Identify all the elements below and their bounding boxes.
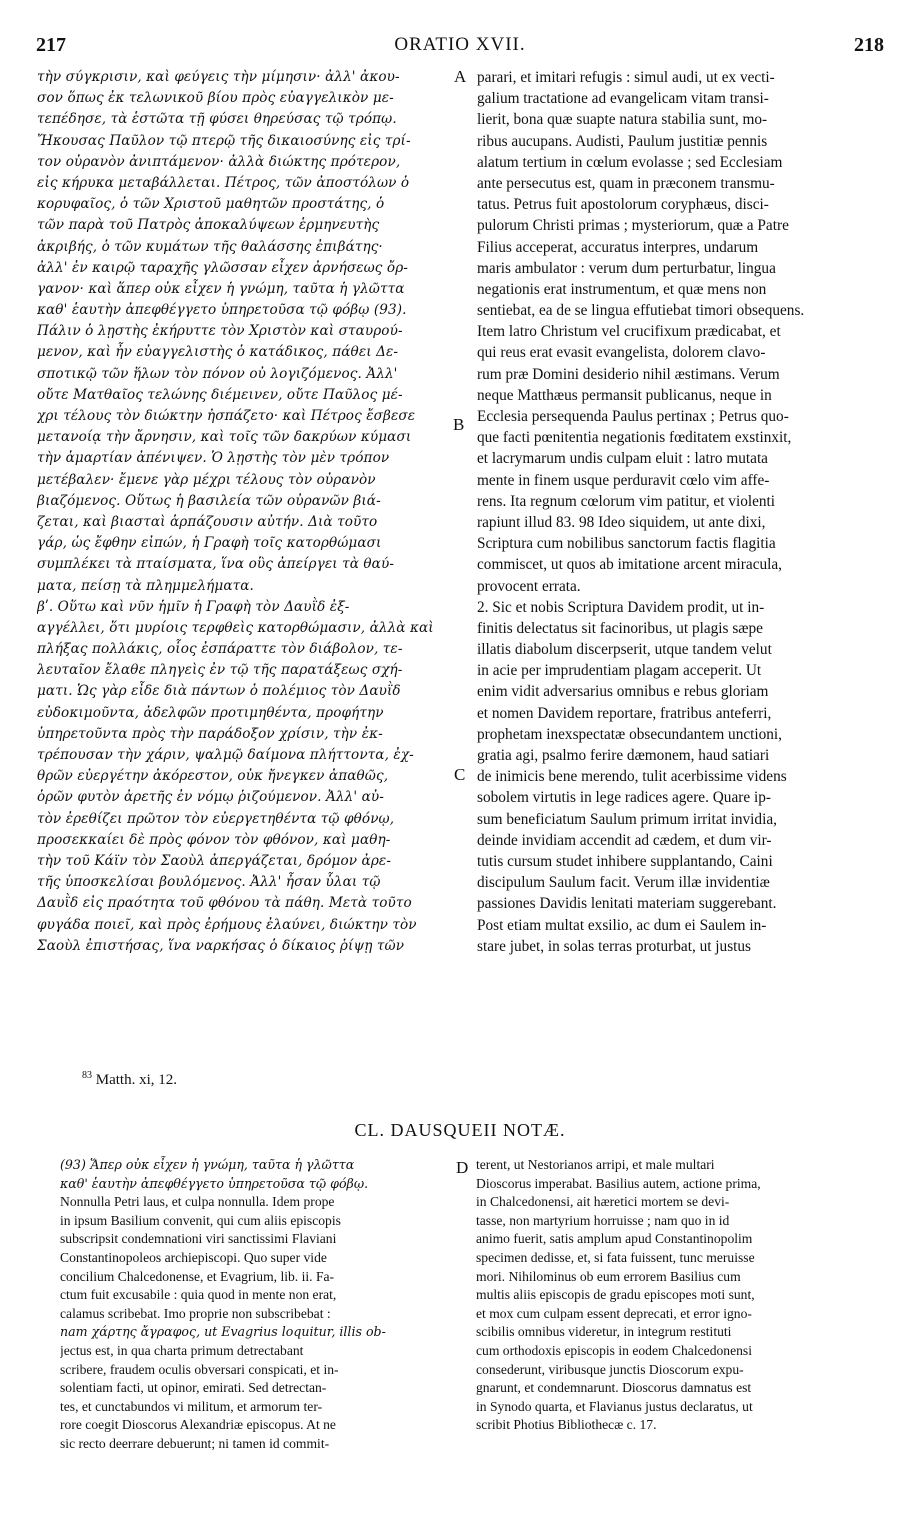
note-line: scribit Photius Bibliothecæ c. 17.	[476, 1417, 657, 1433]
note-line: consederunt, viribusque junctis Dioscorum expu-	[476, 1361, 744, 1377]
greek-text-line: εὐδοκιμοῦντα, ἀδελφῶν προτιμηθέντα, προφήτην	[37, 704, 384, 721]
greek-text-line: ὁρῶν φυτὸν ἀρετῆς ἐν νόμῳ ῥιζούμενον. Ἀλλ' αὐ-	[37, 789, 384, 806]
latin-text-line: sobolem virtutis in lege radices agere. Quare ip-	[477, 789, 771, 807]
greek-text-line: μενον, καὶ ἦν εὐαγγελιστὴς ὁ κατάδικος, πάθει Δε-	[37, 344, 399, 361]
note-line: nam χάρτης ἄγραφος, ut Evagrius loquitur, illis ob-	[60, 1324, 386, 1340]
greek-text-line: καθ' ἑαυτὴν ἀπεφθέγγετο ὑπηρετοῦσα τῷ φόβῳ (93).	[37, 302, 407, 319]
latin-text-line: provocent errata.	[477, 577, 581, 595]
greek-text-line: βʹ. Οὕτω καὶ νῦν ἡμῖν ἡ Γραφὴ τὸν Δαυῒδ ἐξ-	[37, 598, 350, 615]
greek-text-line: συμπλέκει τὰ πταίσματα, ἵνα οὓς ἀπείργει τὰ θαύ-	[37, 556, 395, 573]
margin-marker-c: C	[454, 765, 466, 784]
note-line: in Chalcedonensi, ait hæretici mortem se devi-	[476, 1194, 730, 1210]
latin-text-line: deinde invidiam accendit ad cædem, et dum vir-	[477, 831, 772, 849]
latin-text-line: rum præ Domini desiderio nihil æstimans. Verum	[477, 365, 780, 383]
greek-text-line: ζεται, καὶ βιασταὶ ἁρπάζουσιν αὐτήν. Διὰ τοῦτο	[37, 513, 378, 530]
margin-marker-d: D	[456, 1158, 469, 1177]
latin-text-line: finitis delectatus sit facinoribus, ut plagis sæpe	[477, 619, 763, 637]
latin-text-line: de inimicis bene merendo, tulit acerbissime videns	[477, 768, 787, 786]
note-line: concilium Chalcedonense, et Evagrium, lib. ii. Fa-	[60, 1268, 335, 1284]
note-line: in Synodo quarta, et Flavianus justus declaratus, ut	[476, 1398, 753, 1414]
greek-text-line: προσεκκαίει δὲ πρὸς φόνον τὸν φθόνον, καὶ μαθη-	[37, 831, 391, 848]
note-line: jectus est, in qua charta primum detrectabant	[60, 1342, 304, 1358]
note-line: multis aliis episcopis de gradu episcopes moti sunt,	[476, 1287, 755, 1303]
latin-text-line: neque Matthæus permansit publicanus, neque in	[477, 386, 772, 404]
running-title: ORATIO XVII.	[394, 34, 526, 55]
latin-text-line: Scriptura cum nobilibus sanctorum factis flagitia	[477, 535, 776, 553]
note-line: tes, et cunctabundos vi militum, et armorum ter-	[60, 1398, 323, 1414]
latin-text-line: mente in finem usque perduravit cœlo vim affe-	[477, 471, 770, 489]
greek-text-line: τὴν ἁμαρτίαν ἀπένιψεν. Ὁ λῃστὴς τὸν μὲν τρόπον	[37, 450, 390, 467]
note-line: cum orthodoxis episcopis in eodem Chalcedonensi	[476, 1342, 752, 1358]
note-line: rore coegit Dioscorus Alexandriæ episcopus. At ne	[60, 1417, 336, 1433]
left-page-number: 217	[36, 34, 66, 56]
greek-text-line: ἀλλ' ἐν καιρῷ ταραχῆς γλῶσσαν εἶχεν ἀρνήσεως ὄρ-	[37, 259, 408, 276]
note-line: specimen dedisse, et, si fata fuissent, tunc meruisse	[476, 1249, 755, 1265]
greek-text-line: βιαζόμενος. Οὕτως ἡ βασιλεία τῶν οὐρανῶν βιά-	[37, 492, 381, 509]
greek-text-line: τὸν ἐρεθίζει πρῶτον τὸν εὐεργετηθέντα τῷ φθόνῳ,	[37, 810, 395, 827]
latin-text-line: et nomen Davidem reportare, fratribus anteferri,	[477, 704, 772, 722]
latin-text-line: lierit, bona quæ suapte natura stabilia sunt, mo-	[477, 111, 768, 129]
greek-text-line: χρι τέλους τὸν διώκτην ἠσπάζετο· καὶ Πέτρος ἔσβεσε	[37, 408, 416, 424]
right-page-number: 218	[854, 34, 884, 56]
greek-text-line: γανον· καὶ ἅπερ οὐκ εἶχεν ἡ γνώμη, ταῦτα ἡ γλῶττα	[37, 280, 405, 297]
greek-text-line: ὑπηρετοῦντα πρὸς τὴν παράδοξον χρίσιν, τὴν ἐκ-	[37, 725, 383, 742]
latin-text-line: discipulum Saulum facit. Verum illæ invidentiæ	[477, 874, 770, 892]
note-line: gnarunt, et condemnarunt. Dioscorus damnatus est	[476, 1380, 752, 1396]
note-line: Dioscorus imperabat. Basilius autem, actione prima,	[476, 1175, 761, 1191]
greek-text-line: σποτικῷ τῶν ἥλων τὸν πόνον οὐ λογιζόμενος. Ἀλλ'	[37, 365, 398, 382]
greek-text-line: ματι. Ὡς γὰρ εἶδε διὰ πάντων ὁ πολέμιος τὸν Δαυῒδ	[37, 683, 401, 700]
greek-text-line: κορυφαῖος, ὁ τῶν Χριστοῦ μαθητῶν προστάτης, ὁ	[37, 196, 385, 213]
greek-text-line: ἀκριβής, ὁ τῶν κυμάτων τῆς θαλάσσης ἐπιβάτης·	[37, 238, 383, 255]
greek-text-line: τῆς ὑποσκελίσαι βουλόμενος. Ἀλλ' ἦσαν ὗλαι τῷ	[37, 874, 381, 891]
greek-text-line: τῶν παρὰ τοῦ Πατρὸς ἀποκαλύψεων ἑρμηνευτὴς	[37, 217, 380, 234]
latin-text-line: commiscet, ut quos ab imitatione arcent miracula,	[477, 556, 782, 574]
note-line: solentiam facti, ut opinor, emirati. Sed detrectan-	[60, 1380, 327, 1396]
footnote-text: Matth. xi, 12.	[95, 1072, 177, 1088]
note-line: καθ' ἑαυτὴν ἀπεφθέγγετο ὑπηρετοῦσα τῷ φόβῳ.	[60, 1175, 369, 1191]
footnote	[82, 1070, 177, 1089]
greek-text-line: γάρ, ὡς ἔφθην εἰπών, ἡ Γραφὴ τοῖς κατορθώμασι	[37, 535, 382, 552]
latin-text-line: enim vidit adversarius omnibus e rebus gloriam	[477, 683, 769, 701]
latin-text-line: passiones Davidis lenitati materiam suggerebant.	[477, 895, 777, 913]
note-line: in ipsum Basilium convenit, qui cum aliis episcopis	[60, 1212, 341, 1228]
greek-text-line: εἰς κήρυκα μεταβάλλεται. Πέτρος, τῶν ἀποστόλων ὁ	[37, 174, 410, 191]
note-line: animo fuerit, satis amplum apud Constantinopolim	[476, 1231, 753, 1247]
latin-text-line: alatum tertium in cœlum evolasse ; sed Ecclesiam	[477, 153, 783, 171]
latin-text-line: illatis diabolum discerpserit, utque tandem velut	[477, 641, 772, 659]
latin-text-line: Item latro Christum vel crucifixum prædicabat, et	[477, 323, 781, 341]
note-line: (93) Ἅπερ οὐκ εἶχεν ἡ γνώμη, ταῦτα ἡ γλῶττα	[60, 1157, 355, 1172]
greek-text-line: Σαοὺλ ἐπιστήσας, ἵνα ναρκήσας ὁ δίκαιος ῥίψῃ τῶν	[37, 937, 405, 954]
margin-marker-b: B	[453, 415, 465, 434]
latin-text-line: et lacrymarum undis culpam eluit : latro mutata	[477, 450, 768, 468]
latin-text-line: ribus aucupans. Audisti, Paulum justitiæ pennis	[477, 132, 768, 150]
greek-text-line: Πάλιν ὁ λῃστὴς ἐκήρυττε τὸν Χριστὸν καὶ σταυρού-	[37, 323, 403, 340]
note-line: Constantinopoleos archiepiscopi. Quo super vide	[60, 1249, 327, 1265]
greek-text-line: λευταῖον ἔλαθε πληγεὶς ἐν τῷ τῆς παρατάξεως σχή-	[37, 662, 403, 679]
latin-text-line: rapiunt illud 83. 98 Ideo siquidem, ut ante dixi,	[477, 513, 766, 531]
latin-text-line: Ecclesia persequenda Paulus pertinax ; Petrus quo-	[477, 408, 789, 425]
note-line: ctum fuit excusabile : quia quod in mente non erat,	[60, 1287, 337, 1303]
latin-text-line: negationis erat instrumentum, et quæ mens non	[477, 280, 767, 298]
notes-right-column	[476, 1156, 886, 1435]
page-header	[34, 34, 886, 58]
latin-text-line: Post etiam multat exsilio, ac dum ei Saulem in-	[477, 916, 767, 934]
greek-text-line: τεπέδησε, τὰ ἑστῶτα τῇ φύσει θηρεύσας τῷ τρόπῳ.	[37, 111, 397, 128]
latin-text-line: rens. Ita regnum cœlorum vim patitur, et violenti	[477, 492, 776, 510]
greek-text-line: τὴν τοῦ Κάϊν τὸν Σαοὺλ ἀπεργάζεται, δρόμον ἀρε-	[37, 852, 392, 869]
greek-text-line: ματα, πείσῃ τὰ πλημμελήματα.	[37, 577, 254, 594]
greek-text-line: μετέβαλεν· ἔμενε γὰρ μέχρι τέλους τὸν οὐρανὸν	[37, 471, 376, 488]
latin-text-line: prophetam inexspectatæ obsecundantem unctioni,	[477, 725, 783, 743]
greek-text-line: φυγάδα ποιεῖ, καὶ πρὸς ἐρήμους ἐλαύνει, διώκτην τὸν	[37, 916, 417, 933]
latin-text-line: gratia agi, psalmo ferire dæmonem, haud satiari	[477, 747, 770, 764]
notes-left-column	[60, 1156, 452, 1454]
greek-text-line: τὴν σύγκρισιν, καὶ φεύγεις τὴν μίμησιν· ἀλλ' ἀκου-	[37, 69, 400, 85]
footnote-marker: 83	[82, 1070, 92, 1081]
note-line: scribere, fraudem oculis obversari conspicati, et in-	[60, 1361, 339, 1377]
latin-text-line: stare jubet, in solas terras proturbat, ut justus	[477, 937, 752, 955]
latin-text-line: sentiebat, ea de se lingua effutiebat timori obsequens.	[477, 302, 805, 320]
greek-text-column	[37, 67, 453, 957]
greek-text-line: τρέπουσαν τὴν χάριν, ψαλμῷ δαίμονα πλήττοντα, ἐχ-	[37, 747, 414, 763]
greek-text-line: τον οὐρανὸν ἀνιπτάμενον· ἀλλὰ διώκτης πρότερον,	[37, 153, 401, 170]
greek-text-line: οὔτε Ματθαῖος τελώνης διέμεινεν, οὔτε Παῦλος μέ-	[37, 386, 403, 403]
greek-text-line: σον ὅπως ἐκ τελωνικοῦ βίου πρὸς εὐαγγελικὸν με-	[37, 90, 394, 107]
note-line: sic recto deerrare debuerunt; ni tamen id commit-	[60, 1435, 330, 1451]
latin-text-line: 2. Sic et nobis Scriptura Davidem prodit, ut in-	[477, 598, 765, 616]
latin-text-line: Filius acceperat, accuratus interpres, undarum	[477, 238, 759, 256]
note-line: subscripsit condemnationi viri sanctissimi Flaviani	[60, 1231, 337, 1247]
greek-text-line: αγγέλλει, ὅτι μυρίοις τερφθεὶς κατορθώμασιν, ἀλλὰ καὶ	[37, 619, 434, 636]
note-line: calamus scribebat. Imo proprie non subscribebat :	[60, 1305, 331, 1321]
greek-text-line: μετανοίᾳ τὴν ἄρνησιν, καὶ τοῖς τῶν δακρύων κύμασι	[37, 429, 412, 446]
greek-text-line: Ἤκουσας Παῦλον τῷ πτερῷ τῆς δικαιοσύνης εἰς τρί-	[37, 132, 411, 149]
latin-text-line: tutis cursum studet inhibere supplantando, Caini	[477, 852, 773, 870]
latin-text-line: pulorum Christi primas ; mysteriorum, quæ a Patre	[477, 217, 789, 235]
latin-text-line: galium tractatione ad evangelicam vitam transi-	[477, 90, 769, 108]
latin-text-line: que facti pœnitentia negationis fœditatem exstinxit,	[477, 429, 792, 447]
notes-heading: CL. DAUSQUEII NOTÆ.	[354, 1120, 566, 1140]
latin-text-line: tatus. Petrus fuit apostolorum coryphæus, disci-	[477, 196, 769, 214]
greek-text-line: Δαυῒδ εἰς πραότητα τοῦ φθόνου τὰ πάθη. Μετὰ τοῦτο	[37, 895, 412, 912]
note-line: terent, ut Nestorianos arripi, et male multari	[476, 1157, 715, 1172]
note-line: mori. Nihilominus ob eum errorem Basilius cum	[476, 1268, 741, 1284]
latin-text-line: ante persecutus est, quam in præconem transmu-	[477, 174, 775, 192]
latin-text-line: parari, et imitari refugis : simul audi, ut ex vecti-	[477, 69, 775, 86]
greek-text-line: πλήξας πολλάκις, οἷος ἐσπάραττε τὸν διάβολον, τε-	[37, 641, 403, 658]
greek-text-line: θρῶν εὐεργέτην ἀκόρεστον, οὐκ ἤνεγκεν ἀπαθῶς,	[37, 768, 389, 785]
note-line: scibilis omnibus videretur, in integrum restituti	[476, 1324, 732, 1340]
note-line: tasse, non martyrium horruisse ; nam quo in id	[476, 1212, 730, 1228]
latin-text-line: maris ambulator : verum dum perturbatur, lingua	[477, 259, 776, 277]
note-line: et mox cum culpam essent deprecati, et error igno-	[476, 1305, 752, 1321]
latin-text-line: sum beneficiatum Saulum primum irritat invidia,	[477, 810, 777, 828]
note-line: Nonnulla Petri laus, et culpa nonnulla. Idem prope	[60, 1194, 335, 1210]
latin-text-column	[477, 67, 883, 957]
margin-marker-a: A	[454, 67, 467, 86]
latin-text-line: qui reus erat evasit evangelista, dolorem clavo-	[477, 344, 766, 362]
latin-text-line: in acie per imprudentiam plagam acceperit. Ut	[477, 662, 762, 680]
